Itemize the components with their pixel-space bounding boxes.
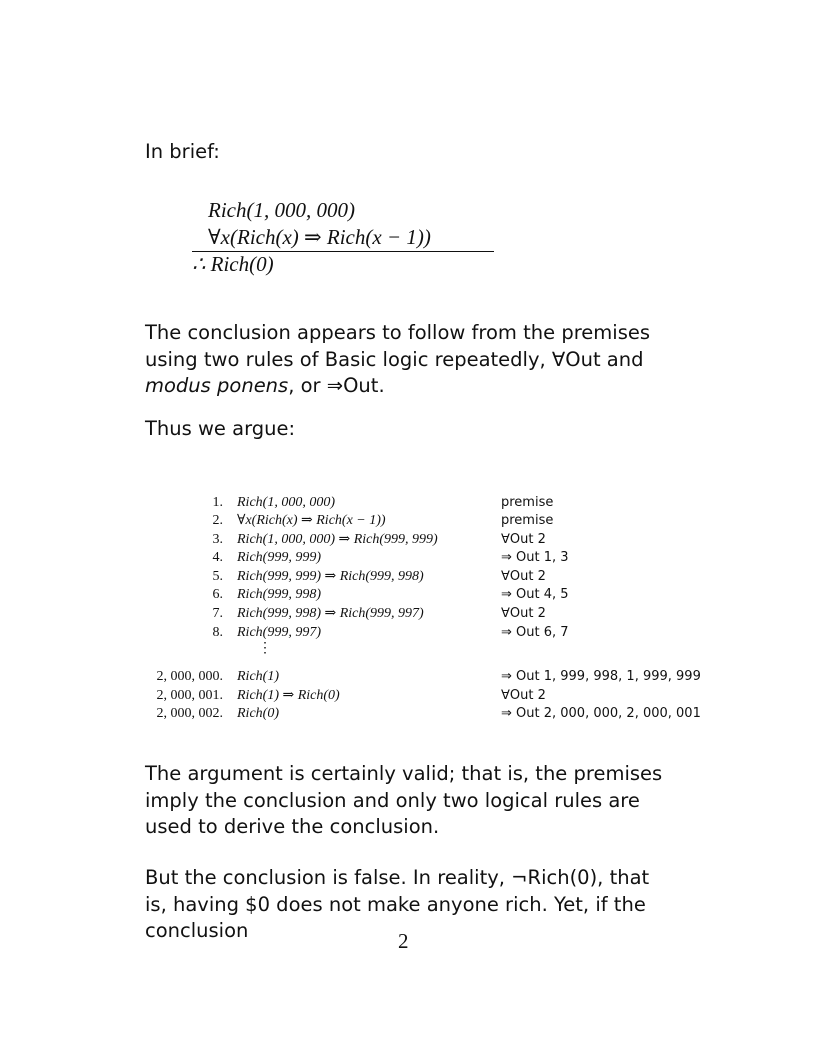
- proof-line-number: 2, 000, 002.: [156, 706, 223, 721]
- premise-2-formula: ∀x(Rich(x) ⇒ Rich(x − 1)): [208, 225, 431, 249]
- proof-justification: ⇒ Out 1, 3: [501, 550, 569, 565]
- paragraph-thus: Thus we argue:: [145, 417, 296, 440]
- proof-line-number: 5.: [212, 569, 223, 584]
- conclusion-formula: ∴ Rich(0): [192, 252, 274, 276]
- proof-formula: Rich(999, 998) ⇒ Rich(999, 997): [237, 606, 424, 621]
- paragraph-valid: The argument is certainly valid; that is, the premises imply the conclusion and only two logical rules are used to derive the conclusion.: [145, 762, 663, 838]
- proof-line-number: 8.: [212, 625, 223, 640]
- proof-justification: premise: [501, 513, 554, 528]
- proof-formula: Rich(999, 999) ⇒ Rich(999, 998): [237, 569, 424, 584]
- proof-justification: ⇒ Out 1, 999, 998, 1, 999, 999: [501, 669, 701, 684]
- proof-line-number: 6.: [212, 587, 223, 602]
- proof-line-number: 3.: [212, 532, 223, 547]
- proof-formula: Rich(1) ⇒ Rich(0): [237, 688, 340, 703]
- proof-justification: ⇒ Out 4, 5: [501, 587, 569, 602]
- proof-formula: Rich(999, 998): [237, 587, 321, 602]
- proof-justification: premise: [501, 495, 554, 510]
- proof-justification: ∀Out 2: [501, 532, 546, 547]
- premise-1: [208, 198, 355, 223]
- paragraph-rules-text: The conclusion appears to follow from the premises using two rules of Basic logic repeatedly, ∀Out and modus ponens, or ⇒Out.: [145, 321, 651, 397]
- premise-1-formula: Rich(1, 000, 000): [208, 198, 355, 222]
- proof-formula: Rich(1): [237, 669, 279, 684]
- proof-formula: Rich(1, 000, 000) ⇒ Rich(999, 999): [237, 532, 438, 547]
- proof-line-number: 2.: [212, 513, 223, 528]
- vertical-ellipsis: ⋮: [258, 641, 272, 656]
- proof-formula: Rich(999, 999): [237, 550, 321, 565]
- proof-formula: Rich(0): [237, 706, 279, 721]
- proof-line-number: 2, 000, 000.: [156, 669, 223, 684]
- conclusion: [192, 252, 274, 277]
- proof-justification: ⇒ Out 6, 7: [501, 625, 569, 640]
- proof-justification: ∀Out 2: [501, 688, 546, 703]
- proof-line-number: 7.: [212, 606, 223, 621]
- proof-justification: ∀Out 2: [501, 606, 546, 621]
- proof-formula: Rich(1, 000, 000): [237, 495, 335, 510]
- premise-2: [208, 225, 431, 250]
- proof-formula: ∀x(Rich(x) ⇒ Rich(x − 1)): [237, 513, 386, 528]
- proof-line-number: 2, 000, 001.: [156, 688, 223, 703]
- intro-text: In brief:: [145, 140, 220, 163]
- proof-formula: Rich(999, 997): [237, 625, 321, 640]
- paragraph-rules: [145, 320, 673, 400]
- proof-justification: ⇒ Out 2, 000, 000, 2, 000, 001: [501, 706, 701, 721]
- modus-ponens-term: modus ponens: [145, 374, 289, 397]
- paragraph-false: But the conclusion is false. In reality, ¬Rich(0), that is, having $0 does not make anyone rich. Yet, if the conclusion: [145, 866, 650, 942]
- proof-line-number: 1.: [212, 495, 223, 510]
- proof-line-number: 4.: [212, 550, 223, 565]
- page-number: 2: [398, 929, 409, 953]
- proof-justification: ∀Out 2: [501, 569, 546, 584]
